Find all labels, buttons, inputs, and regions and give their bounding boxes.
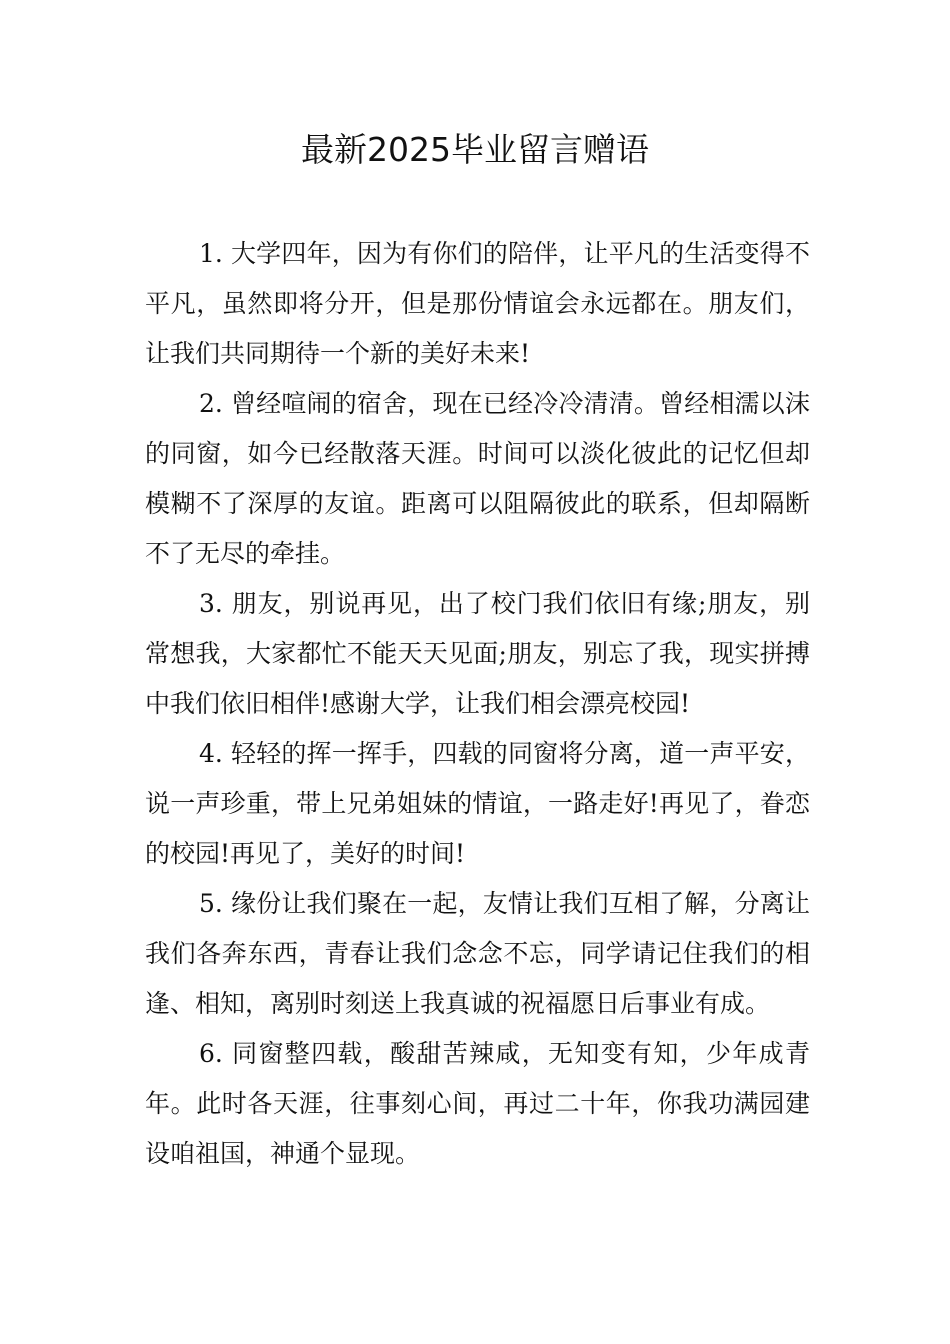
document-body <box>145 229 810 1179</box>
paragraph-6: 6. 同窗整四载，酸甜苦辣咸，无知变有知，少年成青年。此时各天涯，往事刻心间，再过二十年，你我功满园建设咱祖国，神通个显现。 <box>145 1039 810 1168</box>
paragraph-2: 2. 曾经喧闹的宿舍，现在已经冷冷清清。曾经相濡以沫的同窗，如今已经散落天涯。时间可以淡化彼此的记忆但却模糊不了深厚的友谊。距离可以阻隔彼此的联系，但却隔断不了无尽的牵挂。 <box>145 389 810 568</box>
paragraph-4: 4. 轻轻的挥一挥手，四载的同窗将分离，道一声平安，说一声珍重，带上兄弟姐妹的情谊，一路走好!再见了，眷恋的校园!再见了，美好的时间! <box>145 739 810 868</box>
paragraph-5: 5. 缘份让我们聚在一起，友情让我们互相了解，分离让我们各奔东西，青春让我们念念不忘，同学请记住我们的相逢、相知，离别时刻送上我真诚的祝福愿日后事业有成。 <box>145 889 810 1018</box>
document-title: 最新2025毕业留言赠语 <box>301 130 649 169</box>
paragraph-3: 3. 朋友，别说再见，出了校门我们依旧有缘;朋友，别常想我，大家都忙不能天天见面;朋友，别忘了我，现实拼搏中我们依旧相伴!感谢大学，让我们相会漂亮校园! <box>145 589 810 718</box>
paragraph-1: 1. 大学四年，因为有你们的陪伴，让平凡的生活变得不平凡，虽然即将分开，但是那份情谊会永远都在。朋友们，让我们共同期待一个新的美好未来! <box>145 239 810 368</box>
